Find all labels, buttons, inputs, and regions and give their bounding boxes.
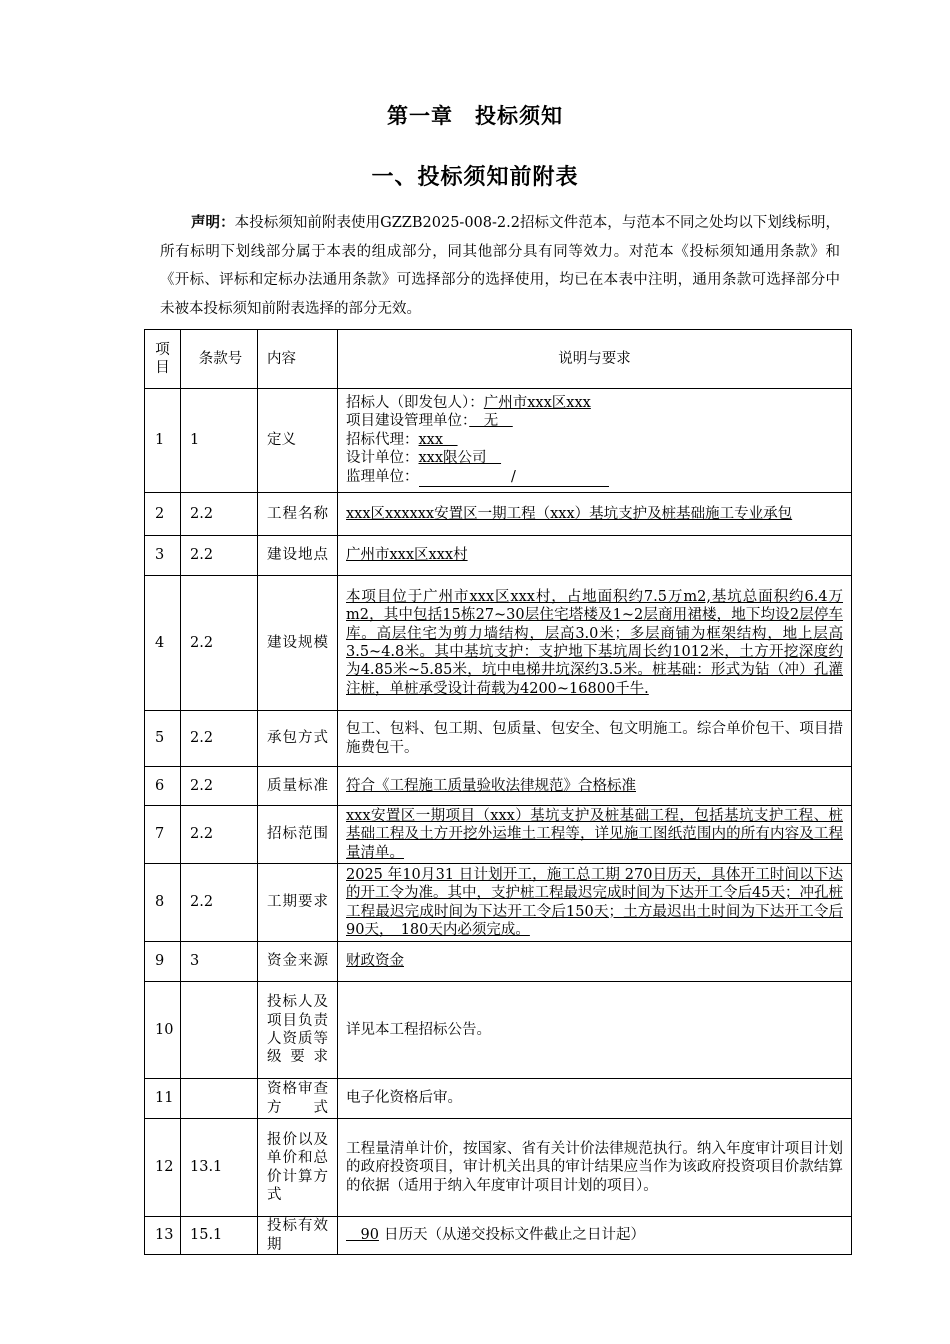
table-row (145, 864, 852, 942)
row-content: 承包方式 (258, 711, 338, 767)
row-number: 8 (145, 864, 181, 942)
table-row (145, 1217, 852, 1255)
row-number: 10 (145, 982, 181, 1079)
row-description: 工程量清单计价，按国家、省有关计价法律规范执行。纳入年度审计项目计划的政府投资项目，审计机关出具的审计结果应当作为该政府投资项目价款结算的依据（适用于纳入年度审计项目计划的项目）。 (346, 1140, 843, 1194)
table-row (145, 1079, 852, 1119)
row-clause: 2.2 (181, 576, 258, 711)
row-content: 资金来源 (258, 942, 338, 982)
row-description: 符合《工程施工质量验收法律规范》合格标准 (346, 777, 636, 794)
chapter-title: 第一章 投标须知 (387, 104, 563, 128)
row-description (338, 389, 852, 493)
header-clause: 条款号 (181, 330, 258, 389)
row-clause: 1 (181, 389, 258, 493)
row-description: 包工、包料、包工期、包质量、包安全、包文明施工。综合单价包干、项目措施费包干。 (346, 721, 843, 756)
row-description: xxx安置区一期项目（xxx）基坑支护及桩基础工程，包括基坑支护工程、桩基础工程及土方开挖外运堆土工程等，详见施工图纸范围内的所有内容及工程量清单。 (346, 807, 843, 861)
table-header-row (145, 330, 852, 389)
row-clause: 2.2 (181, 536, 258, 576)
row-clause: 3 (181, 942, 258, 982)
table-row (145, 1119, 852, 1217)
design-unit-label: 设计单位： (346, 450, 419, 467)
row-number: 7 (145, 806, 181, 864)
declaration-text: 本投标须知前附表使用GZZB2025-008-2.2招标文件范本，与范本不同之处均以下划线标明，所有标明下划线部分属于本表的组成部分，同其他部分具有同等效力。对范本《投标须知通用条款》和《开标、评标和定标办法通用条款》可选择部分的选择使用，均已在本表中注明，通用条款可选择部分中未被本投标须知前附表选择的部分无效。 (160, 215, 841, 317)
row-description: 本项目位于广州市xxx区xxx村，占地面积约7.5万m2,基坑总面积约6.4万m2，其中包括15栋27~30层住宅塔楼及1~2层商用裙楼，地下均设2层停车库。高层住宅为剪力墙结构，层高3.0米；多层商铺为框架结构，地上层高3.5~4.8米。其中基坑支护：支护地下基坑周长约1012米，土方开挖深度约为4.85米~5.85米，坑中电梯井坑深约3.5米。桩基础：形式为钻（冲）孔灌注桩，单桩承受设计荷载为4200~16800千牛. (346, 588, 843, 697)
row-content: 工程名称 (258, 493, 338, 536)
header-description: 说明与要求 (338, 330, 852, 389)
row-clause: 13.1 (181, 1119, 258, 1217)
table-row (145, 806, 852, 864)
row-number: 6 (145, 767, 181, 806)
table-row (145, 493, 852, 536)
header-content: 内容 (258, 330, 338, 389)
row-clause (181, 982, 258, 1079)
row-content: 资格审查方式 (258, 1079, 338, 1119)
row-clause: 2.2 (181, 493, 258, 536)
row-clause: 2.2 (181, 767, 258, 806)
row-clause: 2.2 (181, 864, 258, 942)
declaration-lead: 声明： (191, 214, 235, 231)
table-row (145, 576, 852, 711)
row-number: 2 (145, 493, 181, 536)
row-number: 3 (145, 536, 181, 576)
row-description: 电子化资格后审。 (346, 1090, 462, 1107)
row-description: 财政资金 (346, 953, 404, 970)
row-content: 建设规模 (258, 576, 338, 711)
agency-value: xxx (418, 431, 458, 448)
management-unit-label: 项目建设管理单位： (346, 413, 470, 430)
table-row (145, 711, 852, 767)
row-content: 建设地点 (258, 536, 338, 576)
supervision-unit-value: / (419, 468, 609, 487)
row-content: 招标范围 (258, 806, 338, 864)
declaration (160, 209, 840, 323)
row-number: 13 (145, 1217, 181, 1255)
row-clause: 15.1 (181, 1217, 258, 1255)
row-clause: 2.2 (181, 711, 258, 767)
table-row (145, 389, 852, 493)
tenderer-label: 招标人（即发包人）： (346, 394, 484, 411)
row-description: 2025 年10月31 日计划开工，施工总工期 270日历天，具体开工时间以下达的开工令为准。其中，支护桩工程最迟完成时间为下达开工令后45天；冲孔桩工程最迟完成时间为下达开工令后150天；土方最迟出土时间为下达开工令后90天， 180天内必须完成。 (346, 866, 843, 938)
row-description: 广州市xxx区xxx村 (346, 547, 468, 564)
row-description: 详见本工程招标公告。 (346, 1021, 491, 1038)
row-content: 工期要求 (258, 864, 338, 942)
design-unit-value: xxx限公司 (418, 450, 502, 467)
validity-days-suffix: 日历天（从递交投标文件截止之日计起） (384, 1227, 645, 1244)
supervision-unit-label: 监理单位： (346, 468, 419, 485)
agency-label: 招标代理： (346, 431, 419, 448)
management-unit-value: 无 (469, 413, 513, 430)
section-title: 一、投标须知前附表 (371, 165, 579, 190)
header-item-no: 项目 (145, 330, 181, 389)
tenderer-value: 广州市xxx区xxx (483, 394, 591, 411)
row-content: 投标有效期 (258, 1217, 338, 1255)
validity-days-value: 90 (346, 1227, 379, 1244)
row-clause (181, 1079, 258, 1119)
row-number: 12 (145, 1119, 181, 1217)
row-number: 11 (145, 1079, 181, 1119)
row-number: 5 (145, 711, 181, 767)
table-row (145, 982, 852, 1079)
table-row (145, 942, 852, 982)
row-number: 4 (145, 576, 181, 711)
row-description: xxx区xxxxxx安置区一期工程（xxx）基坑支护及桩基础施工专业承包 (346, 505, 793, 522)
row-number: 9 (145, 942, 181, 982)
row-content: 报价以及单价和总价计算方式 (258, 1119, 338, 1217)
row-content: 定义 (258, 389, 338, 493)
table-row (145, 767, 852, 806)
table-row (145, 536, 852, 576)
row-content: 质量标准 (258, 767, 338, 806)
row-number: 1 (145, 389, 181, 493)
row-clause: 2.2 (181, 806, 258, 864)
row-content: 投标人及项目负责人资质等级要求 (258, 982, 338, 1079)
front-attachment-table (144, 329, 852, 1255)
